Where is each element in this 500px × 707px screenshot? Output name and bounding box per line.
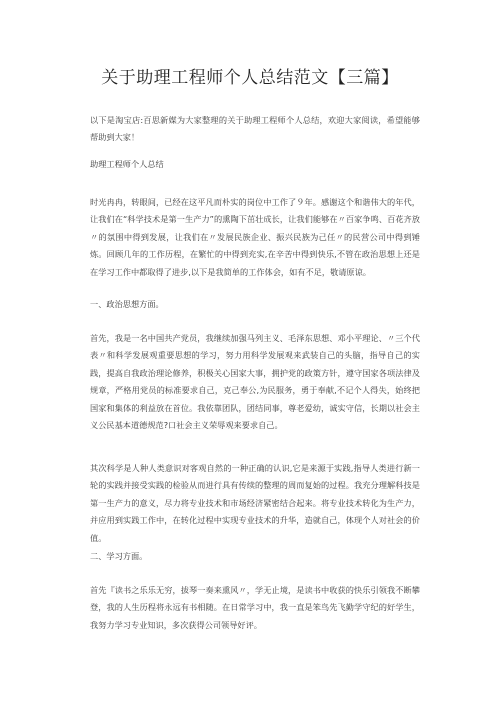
paragraph-1: 时光冉冉，转眼间，已经在这平凡而朴实的岗位中工作了９年。感谢这个和谐伟大的年代，让我们在“科学技术是第一生产力”的熏陶下茁壮成长，让我们能够在〃百家争鸣、百花齐放〃的氛围中得到发展，让我们在〃发展民族企业、振兴民族为己任〃的民营公司中得到锤炼。回顾几年的工作历程，在繁忙的中得到充实,在辛苦中得到快乐,不管在政治思想上还是在学习工作中都取得了进步,以下是我简单的工作体会，如有不足，敬请原谅。	[90, 197, 420, 277]
heading-political: 一、政治思想方面。	[90, 299, 164, 309]
paragraph-4: 首先『读书之乐乐无穷，拔琴一奏来熏风〃，学无止境，是读书中收获的快乐引领我不断攀登，我的人生历程将永远有书相随。在日常学习中，我一直是笨鸟先飞勤学守纪的好学生，我努力学习专业知识，多次获得公司领导好评。	[90, 585, 420, 630]
paragraph-2: 首先，我是一名中国共产党员，我继续加强马列主义、毛泽东思想、邓小平理论、〃三个代表〃和科学发展观重要思想的学习，努力用科学发展观来武装自己的头脑，指导自己的实践，提高自我政治理论修养，积极关心国家大事，拥护党的政策方针，遵守国家各项法律及规章，严格用党员的标准要求自己，克己奉公,为民服务，勇于奉献,不记个人得失，始终把国家和集体的利益放在首位。我依靠团队，团结同事，尊老爱幼，诚实守信，长期以社会主义公民基本道德规范?口社会主义荣辱观来要求自己。	[90, 333, 420, 431]
paragraph-3: 其次科学是人种人类意识对客观自然的一种正确的认识,它是来源于实践,指导人类进行新一轮的实践并接受实践的检验从而进行具有传续的整理的周而复始的过程。我充分理解科技是第一生产力的意义，尽力将专业技术和市场经济紧密结合起来。将专业技术转化为生产力，并应用到实践工作中，在转化过程中实现专业技术的升华，造就自己，体现个人对社会的价值。	[90, 463, 420, 543]
document-title: 关于助理工程师个人总结范文【三篇】	[101, 68, 399, 88]
section-title: 助理工程师个人总结	[90, 159, 164, 169]
intro-paragraph: 以下是淘宝店:百思新媒为大家整理的关于助理工程师个人总结，欢迎大家阅读，希望能够帮助到大家！	[90, 115, 420, 143]
heading-study: 二、学习方面。	[90, 551, 148, 561]
